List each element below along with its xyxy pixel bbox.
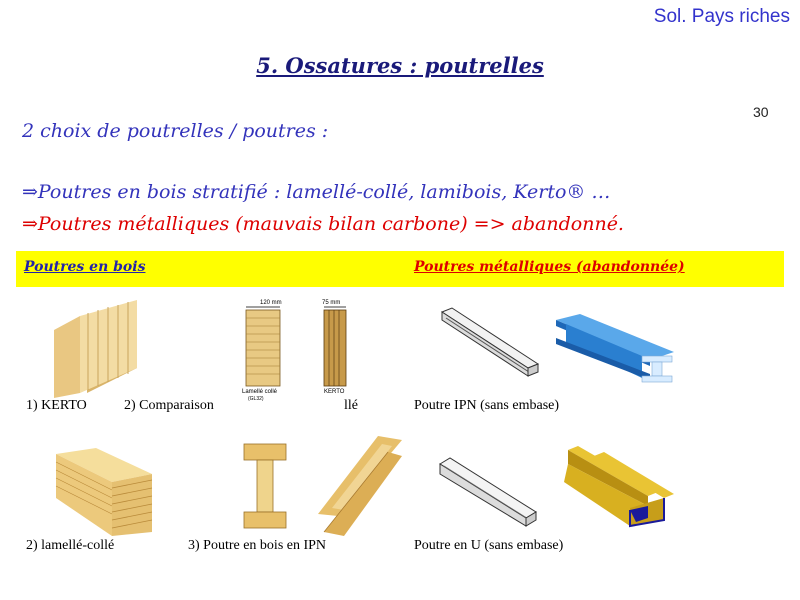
dim-120-label: 120 mm [260,300,282,306]
choice-wood-text: Poutres en bois stratifié : lamellé-collé, lamibois, Kerto® … [37,181,611,203]
page-number: 30 [753,104,769,120]
band-left-label: Poutres en bois [24,259,146,275]
caption-u: Poutre en U (sans embase) [414,538,564,553]
kerto-label: KERTO [324,389,345,395]
dim-75-label: 75 mm [322,300,341,306]
glulam-beam-image [56,448,156,536]
caption-kerto: 1) KERTO [26,398,87,413]
corner-label: Sol. Pays riches [653,6,790,27]
caption-comparaison-tail: llé [344,398,358,413]
caption-bois-ipn: 3) Poutre en bois en IPN [188,538,327,553]
ipn-beam-image [438,306,538,381]
kerto-wood-image [52,298,142,403]
lamelle-sub-label: (GL32) [248,396,264,402]
choice-metal-text: Poutres métalliques (mauvais bilan carbone) => abandonné. [37,213,624,235]
comparison-diagram [238,298,358,402]
lamelle-label: Lamellé collé [242,389,278,395]
band-right-label: Poutres métalliques (abandonnée) [414,259,685,275]
arrow-icon: ⇒ [22,213,38,235]
wood-ijoist-perspective-image [318,436,402,536]
u-channel-wire-image [438,454,538,526]
u-channel-yellow-image [564,446,674,530]
choice-wood [22,181,610,203]
intro-text: 2 choix de poutrelles / poutres : [22,120,329,142]
caption-lamelle: 2) lamellé-collé [26,538,115,553]
steel-ibeam-image [556,314,676,386]
caption-ipn: Poutre IPN (sans embase) [414,398,560,413]
arrow-icon: ⇒ [22,181,38,203]
page-title: 5. Ossatures : poutrelles [256,53,544,78]
wood-ijoist-section-image [244,444,286,528]
choice-metal [22,213,624,235]
caption-comparaison: 2) Comparaison [124,398,214,413]
